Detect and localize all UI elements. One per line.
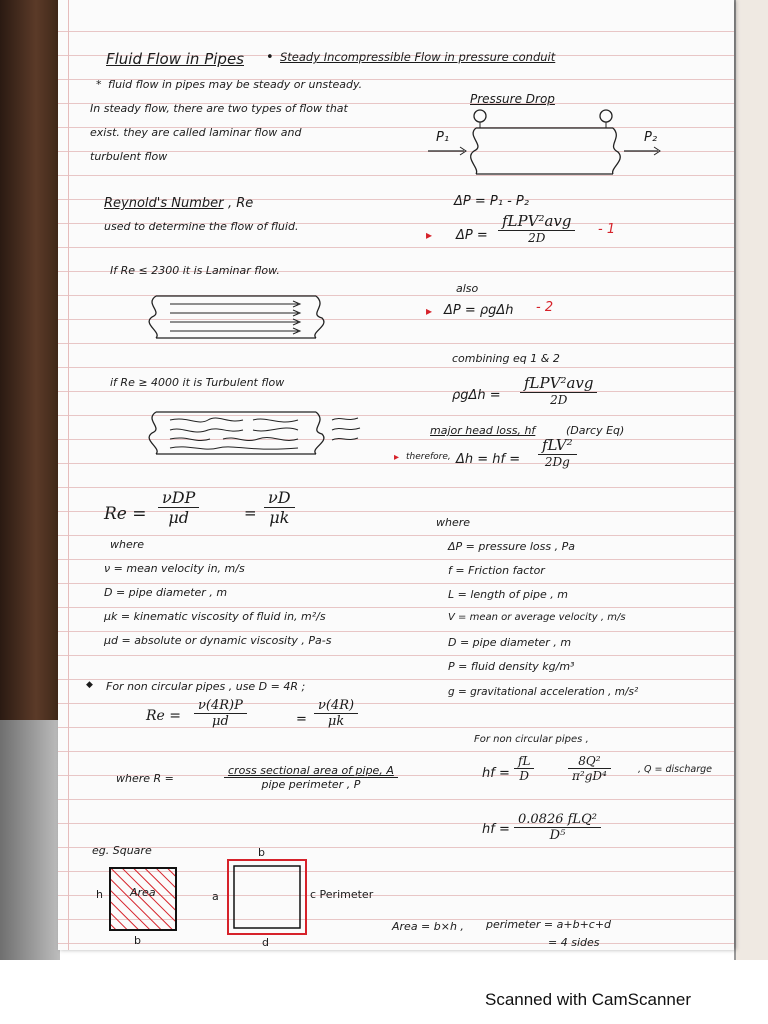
darcy-numerator: fLV² — [542, 436, 573, 454]
combining-label: combining eq 1 & 2 — [452, 352, 560, 365]
r-denominator: pipe perimeter , P — [224, 777, 398, 791]
nc-re-fraction-2 — [314, 698, 358, 729]
perimeter-c-label: c Perimeter — [310, 888, 374, 901]
intro-line-4: turbulent flow — [90, 150, 168, 163]
red-arrow-icon-2: ▸ — [426, 304, 433, 318]
asterisk-icon: * — [96, 78, 102, 91]
eq1-tag: - 1 — [598, 222, 616, 237]
adjacent-page — [734, 0, 768, 960]
therefore-label: therefore, — [406, 452, 451, 462]
p2-label: P₂ — [644, 130, 658, 145]
where-right-item-5: D = pipe diameter , m — [448, 636, 572, 649]
intro-line-2: In steady flow, there are two types of flow that — [90, 102, 348, 115]
re-equals: = — [244, 504, 257, 522]
where-right-item-3: L = length of pipe , m — [448, 588, 568, 601]
turbulent-pipe-diagram — [148, 408, 368, 458]
re-f2-numerator: νD — [268, 488, 291, 507]
eq1-numerator: fLPV²avg — [502, 212, 572, 230]
re-formula-lhs: Re = — [104, 504, 147, 524]
nc-right-label: For non circular pipes , — [474, 734, 589, 745]
where-left-item-4: μd = absolute or dynamic viscosity , Pa-s — [104, 634, 332, 647]
eq2-tag: - 2 — [536, 300, 554, 315]
nc-equals: = — [296, 712, 307, 727]
hatched-square-diagram — [108, 866, 178, 932]
r-fraction — [224, 764, 398, 791]
hf2-lhs: hf = — [482, 822, 510, 837]
where-right-item-6: P = fluid density kg/m³ — [448, 660, 575, 673]
laminar-condition: If Re ≤ 2300 it is Laminar flow. — [110, 264, 280, 277]
hf-lhs: hf = — [482, 766, 510, 781]
turbulent-condition: if Re ≥ 4000 it is Turbulent flow — [110, 376, 285, 389]
combined-denominator: 2D — [520, 392, 597, 407]
darcy-lhs: Δh = hf = — [456, 452, 521, 467]
re-f1-denominator: μd — [158, 507, 199, 527]
nc-f2-numerator: ν(4R) — [318, 698, 355, 713]
red-arrow-icon: ▸ — [426, 228, 433, 242]
combined-numerator: fLPV²avg — [524, 374, 594, 392]
re-fraction-2 — [264, 488, 295, 527]
eq1-fraction — [498, 212, 575, 245]
darcy-fraction — [538, 436, 577, 469]
bullet-icon: • — [266, 50, 274, 65]
nc-f1-denominator: μd — [194, 713, 247, 729]
where-r-label: where R = — [116, 772, 174, 785]
page-title: Fluid Flow in Pipes — [106, 50, 244, 68]
notebook-page — [58, 0, 734, 950]
combined-fraction — [520, 374, 597, 407]
hf2-fraction — [514, 812, 601, 843]
where-right-item-4: V = mean or average velocity , m/s — [448, 612, 626, 623]
bullet-icon-2: ◆ — [86, 680, 93, 690]
intro-line-1: fluid flow in pipes may be steady or unsteady. — [108, 78, 363, 91]
desk-edge — [0, 720, 60, 960]
hf2-denominator: D⁵ — [514, 827, 601, 843]
r-numerator: cross sectional area of pipe, A — [228, 764, 394, 777]
where-right-item-2: f = Friction factor — [448, 564, 545, 577]
reynolds-heading: Reynold's Number — [104, 196, 224, 211]
where-left-item-3: μk = kinematic viscosity of fluid in, m²/s — [104, 610, 326, 623]
darcy-label: (Darcy Eq) — [566, 424, 625, 437]
intro-line-3: exist. they are called laminar flow and — [90, 126, 302, 139]
hf-f1-numerator: fL — [518, 754, 531, 768]
reynolds-note: used to determine the flow of fluid. — [104, 220, 299, 233]
hf-f2-denominator: π²gD⁴ — [568, 768, 611, 783]
eq1-denominator: 2D — [498, 230, 575, 245]
perimeter-b-label: b — [258, 846, 265, 859]
hf-f1-denominator: D — [514, 768, 534, 783]
nc-f1-numerator: ν(4R)P — [198, 698, 243, 713]
where-right-label: where — [436, 516, 471, 529]
also-label: also — [456, 282, 479, 295]
nc-re-fraction-1 — [194, 698, 247, 729]
perimeter-equation-2: = 4 sides — [548, 936, 600, 949]
scanner-watermark: Scanned with CamScanner — [484, 990, 691, 1009]
page-subtitle: Steady Incompressible Flow in pressure conduit — [280, 50, 556, 64]
example-label: eg. Square — [92, 844, 152, 857]
hf2-numerator: 0.0826 fLQ² — [518, 812, 597, 827]
where-left-label: where — [110, 538, 145, 551]
p1-label: P₁ — [436, 130, 450, 145]
perimeter-d-label: d — [262, 936, 269, 949]
darcy-denominator: 2Dg — [538, 454, 577, 469]
perimeter-a-label: a — [212, 890, 219, 903]
noncircular-line: For non circular pipes , use D = 4R ; — [106, 680, 306, 693]
area-equation: Area = b×h , — [392, 920, 464, 933]
laminar-pipe-diagram — [148, 292, 328, 342]
square-h-label: h — [96, 888, 103, 901]
nc-f2-denominator: μk — [314, 713, 358, 729]
pressure-pipe-diagram — [428, 106, 658, 176]
margin-line — [68, 0, 69, 950]
square-area-label: Area — [130, 886, 156, 899]
red-arrow-icon-3: ▸ — [394, 452, 400, 463]
where-left-item-2: D = pipe diameter , m — [104, 586, 228, 599]
reynolds-symbol: , Re — [228, 196, 254, 211]
where-left-item-1: ν = mean velocity in, m/s — [104, 562, 245, 575]
hf-fraction-1 — [514, 754, 534, 783]
perimeter-equation: perimeter = a+b+c+d — [486, 918, 612, 931]
perimeter-square-diagram — [226, 858, 310, 938]
eq2: ΔP = ρgΔh — [444, 303, 514, 318]
pressure-drop-title: Pressure Drop — [470, 92, 555, 106]
nc-re-lhs: Re = — [146, 708, 182, 724]
where-right-item-7: g = gravitational acceleration , m/s² — [448, 686, 639, 698]
eq1-lhs: ΔP = — [456, 228, 488, 243]
combined-lhs: ρgΔh = — [452, 388, 501, 403]
major-head-loss-label: major head loss, hf — [430, 424, 536, 437]
hf-fraction-2 — [568, 754, 611, 783]
where-right-item-1: ΔP = pressure loss , Pa — [448, 540, 575, 553]
square-b-label: b — [134, 934, 141, 947]
hf-f2-numerator: 8Q² — [578, 754, 601, 768]
re-f2-denominator: μk — [264, 507, 295, 527]
re-fraction-1 — [158, 488, 199, 527]
q-note: , Q = discharge — [638, 764, 712, 775]
dp-definition: ΔP = P₁ - P₂ — [454, 194, 529, 209]
re-f1-numerator: νDP — [162, 488, 196, 507]
